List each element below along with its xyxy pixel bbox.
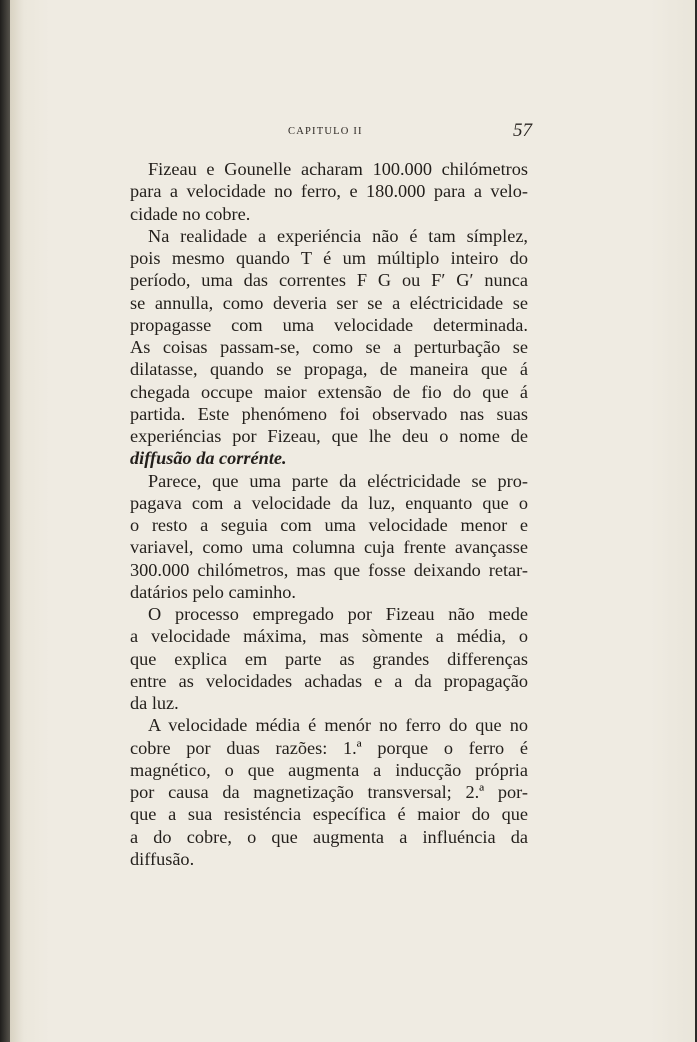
book-spine-shadow [0, 0, 10, 1042]
text-line: chegada occupe maior extensão de fio do que á [130, 381, 528, 402]
text-line: cobre por duas razões: 1.ª porque o ferro é [130, 737, 528, 758]
text-line: A velocidade média é menór no ferro do que no [148, 715, 528, 736]
text-line: a do cobre, o que augmenta a influéncia da [130, 826, 528, 847]
text-line: entre as velocidades achadas e a da propagação [130, 670, 528, 691]
text-line: por causa da magnetização transversal; 2.ª por- [130, 782, 528, 802]
text-line: dilatasse, quando se propaga, de maneira que á [130, 359, 528, 380]
paragraph-5 [130, 714, 528, 870]
text-line: 300.000 chilómetros, mas que fosse deixando retar- [130, 559, 528, 580]
text-line: Fizeau e Gounelle acharam 100.000 chilómetros [148, 159, 528, 179]
text-line: a velocidade máxima, mas sòmente a média, o [130, 626, 528, 647]
running-head [130, 120, 530, 144]
text-line: que explica em parte as grandes differenças [130, 648, 528, 669]
text-line: período, uma das correntes F G ou F′ G′ nunca [130, 270, 528, 291]
body-text [130, 158, 528, 870]
text-line: Na realidade a experiéncia não é tam símplez, [148, 225, 528, 246]
paragraph-1 [130, 158, 528, 225]
text-line: se annulla, como deveria ser se a eléctricidade se [130, 292, 528, 313]
text-line: diffusão. [130, 848, 195, 869]
paragraph-2 [130, 225, 528, 470]
text-line: Parece, que uma parte da eléctricidade se pro- [148, 470, 528, 491]
text-line: para a velocidade no ferro, e 180.000 para a velo- [130, 181, 528, 202]
paragraph-3 [130, 470, 528, 604]
text-line: propagasse com uma velocidade determinada. [130, 314, 528, 335]
text-line: da luz. [130, 693, 179, 713]
text-line: datários pelo caminho. [130, 581, 297, 602]
text-line: partida. Este phenómeno foi observado nas suas [130, 403, 528, 424]
text-line: que a sua resisténcia específica é maior do que [130, 804, 528, 825]
text-line: variavel, como uma columna cuja frente avançasse [130, 537, 528, 558]
book-page [10, 0, 695, 1042]
text-line: pagava com a velocidade da luz, enquanto que o [130, 492, 528, 513]
text-line: experiéncias por Fizeau, que lhe deu o nome de [130, 426, 528, 446]
text-line: As coisas passam-se, como se a perturbação se [130, 337, 528, 357]
text-line: magnético, o que augmenta a inducção própria [130, 759, 528, 780]
running-title: CAPITULO II [288, 126, 363, 137]
text-line: cidade no cobre. [130, 203, 251, 224]
text-line: o resto a seguia com uma velocidade menor e [130, 515, 528, 535]
page-number: 57 [513, 120, 532, 141]
text-line: O processo empregado por Fizeau não mede [148, 604, 528, 624]
italic-term-line: diffusão da corrénte. [130, 448, 287, 469]
paragraph-4 [130, 603, 528, 714]
text-line: pois mesmo quando T é um múltiplo inteiro do [130, 248, 528, 268]
